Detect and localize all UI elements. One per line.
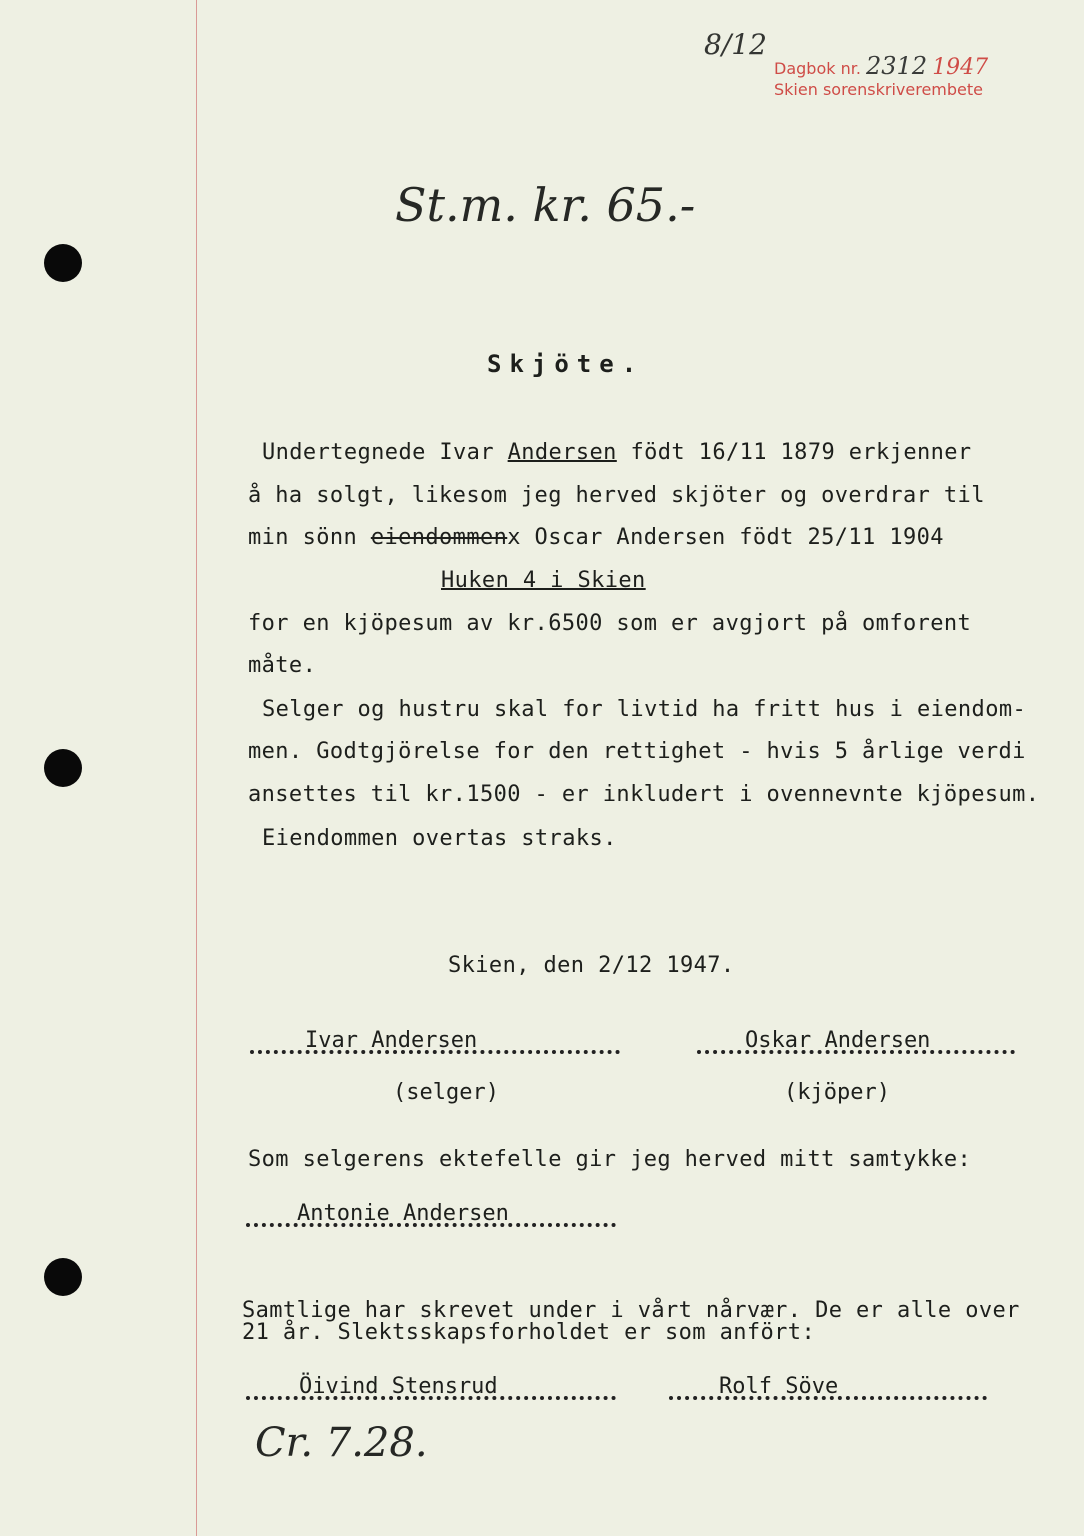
- deed-line: men. Godtgjörelse for den rettighet - hvis 5 årlige verdi: [248, 739, 1026, 764]
- buyer-signature: Oskar Andersen: [745, 1028, 931, 1053]
- office-stamp: Skien sorenskriverembete: [774, 80, 983, 99]
- witness1-signature: Öivind Stensrud: [299, 1374, 498, 1399]
- text-fragment: Undertegnede Ivar: [262, 440, 508, 465]
- signature-line: [669, 1390, 987, 1400]
- underlined-surname: Andersen: [507, 440, 617, 465]
- struck-text: eiendommen: [370, 525, 508, 550]
- punch-hole: [44, 749, 82, 787]
- spouse-signature: Antonie Andersen: [297, 1201, 509, 1226]
- seller-signature: Ivar Andersen: [305, 1028, 478, 1053]
- deed-line: måte.: [248, 653, 317, 678]
- deed-line: [248, 525, 944, 550]
- deed-line: ansettes til kr.1500 - er inkludert i ovennevnte kjöpesum.: [248, 782, 1040, 807]
- deed-line: Selger og hustru skal for livtid ha fritt hus i eiendom-: [262, 697, 1027, 722]
- deed-line: å ha solgt, likesom jeg herved skjöter og overdrar til: [248, 483, 985, 508]
- deed-line: [262, 440, 972, 465]
- consent-text: Som selgerens ektefelle gir jeg herved mitt samtykke:: [248, 1147, 972, 1172]
- signature-line: [250, 1044, 620, 1054]
- deed-line: Eiendommen overtas straks.: [262, 826, 617, 851]
- text-fragment: födt 16/11 1879 erkjenner: [616, 440, 972, 465]
- dagbok-year: 1947: [932, 55, 989, 80]
- deed-title: Skjöte.: [487, 350, 645, 378]
- handwritten-date-note: 8/12: [704, 28, 767, 61]
- buyer-role: (kjöper): [784, 1080, 890, 1105]
- handwritten-cr-note: Cr. 7.28.: [255, 1420, 428, 1466]
- witness2-signature: Rolf Söve: [719, 1374, 839, 1399]
- punch-hole: [44, 1258, 82, 1296]
- witness-text: Samtlige har skrevet under i vårt nårvær. De er alle over: [242, 1298, 1020, 1323]
- witness-text: 21 år. Slektsskapsforholdet er som anfört:: [242, 1320, 816, 1345]
- seller-role: (selger): [393, 1080, 499, 1105]
- dagbok-label: Dagbok nr.: [774, 59, 861, 78]
- property-name: Huken 4 i Skien: [441, 568, 646, 593]
- dagbok-stamp: [774, 52, 988, 80]
- deed-line: for en kjöpesum av kr.6500 som er avgjort på omforent: [248, 611, 972, 636]
- handwritten-fee-note: St.m. kr. 65.-: [395, 178, 696, 232]
- text-fragment: min sönn: [248, 525, 371, 550]
- signature-line: [246, 1217, 616, 1227]
- place-date: Skien, den 2/12 1947.: [448, 953, 735, 978]
- margin-rule: [196, 0, 197, 1536]
- text-fragment: x Oscar Andersen födt 25/11 1904: [507, 525, 944, 550]
- signature-line: [246, 1390, 616, 1400]
- signature-line: [697, 1044, 1015, 1054]
- dagbok-number: 2312: [866, 52, 928, 80]
- punch-hole: [44, 244, 82, 282]
